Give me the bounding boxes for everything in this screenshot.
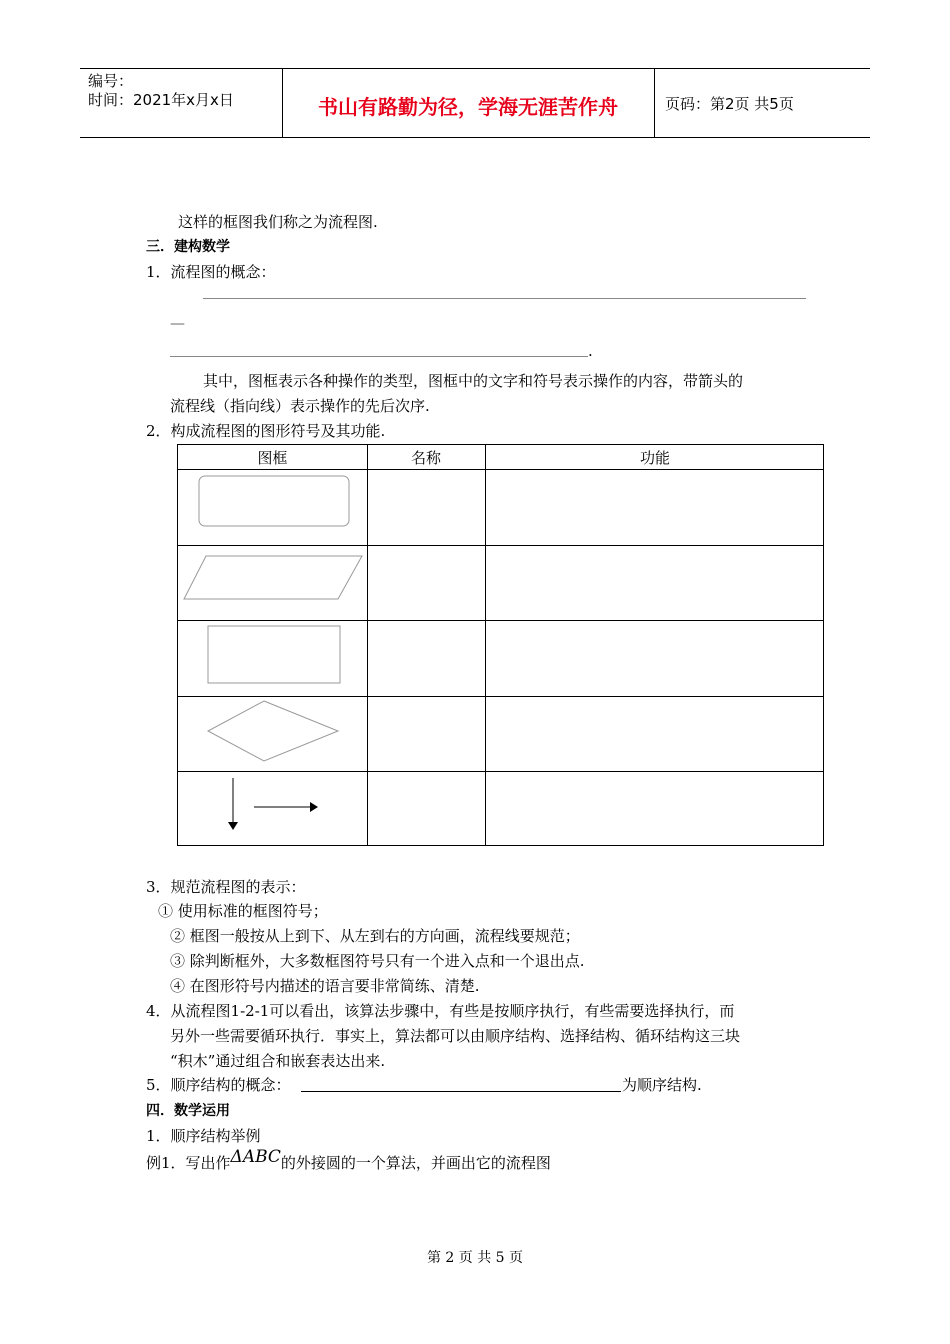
- time-label: 时间：2021年x月x日: [88, 91, 234, 109]
- example-line: [146, 1147, 551, 1173]
- description-line: 流程线（指向线）表示操作的先后次序.: [170, 397, 430, 415]
- header-meta: [88, 72, 234, 110]
- section4-title: 四．数学运用: [146, 1103, 230, 1119]
- rule-item: ② 框图一般按从上到下、从左到右的方向画，流程线要规范；: [170, 927, 580, 945]
- rule-item: ④ 在图形符号内描述的语言要非常简练、清楚.: [170, 977, 480, 995]
- arrow-right-icon: [310, 802, 318, 812]
- decision-symbol: [208, 701, 338, 761]
- item5-label: 5．顺序结构的概念：: [146, 1076, 291, 1094]
- blank-end: .: [588, 342, 593, 360]
- blank-line: [203, 298, 806, 299]
- example-suffix: 的外接圆的一个算法，并画出它的流程图: [280, 1154, 551, 1172]
- table-header-shape: 图框: [257, 449, 288, 467]
- table-header-name: 名称: [410, 449, 441, 467]
- flowchart-symbols: [178, 445, 367, 845]
- blank-line: [301, 1091, 621, 1092]
- item4-line: 4．从流程图1-2-1可以看出，该算法步骤中，有些是按顺序执行，有些需要选择执行，而: [146, 1002, 735, 1020]
- section3-title: 三．建构数学: [146, 239, 230, 255]
- rule-item: ① 使用标准的框图符号；: [158, 902, 328, 920]
- terminal-symbol: [199, 476, 349, 526]
- symbol-table: [177, 444, 824, 846]
- header-divider: [654, 69, 655, 137]
- blank-dash: —: [170, 314, 185, 332]
- item1-label: 1．流程图的概念：: [146, 263, 276, 281]
- arrow-down-icon: [228, 822, 238, 830]
- section4-item1: 1．顺序结构举例: [146, 1127, 261, 1145]
- description-line: 其中，图框表示各种操作的类型，图框中的文字和符号表示操作的内容，带箭头的: [203, 372, 744, 390]
- page-footer: 第 2 页 共 5 页: [426, 1250, 524, 1266]
- header-motto: 书山有路勤为径，学海无涯苦作舟: [318, 95, 618, 119]
- io-symbol: [184, 556, 362, 599]
- table-header-function: 功能: [639, 449, 670, 467]
- rule-item: ③ 除判断框外，大多数框图符号只有一个进入点和一个退出点.: [170, 952, 585, 970]
- page-info: 页码：第2页 共5页: [665, 95, 794, 113]
- table-col-divider: [367, 445, 368, 845]
- item4-line: “积木”通过组合和嵌套表达出来.: [170, 1052, 386, 1070]
- number-label: 编号：: [88, 72, 134, 90]
- item5-end: 为顺序结构.: [622, 1076, 702, 1094]
- item4-line: 另外一些需要循环执行．事实上，算法都可以由顺序结构、选择结构、循环结构这三块: [170, 1027, 741, 1045]
- page-header: [80, 68, 870, 138]
- item3-label: 3．规范流程图的表示：: [146, 878, 306, 896]
- example-prefix: 例1．写出作: [146, 1154, 231, 1172]
- blank-line: [170, 356, 588, 357]
- intro-text: 这样的框图我们称之为流程图.: [178, 213, 378, 231]
- table-col-divider: [485, 445, 486, 845]
- process-symbol: [208, 626, 340, 683]
- triangle-abc: ΔABC: [230, 1147, 281, 1167]
- item2-label: 2．构成流程图的图形符号及其功能.: [146, 422, 386, 440]
